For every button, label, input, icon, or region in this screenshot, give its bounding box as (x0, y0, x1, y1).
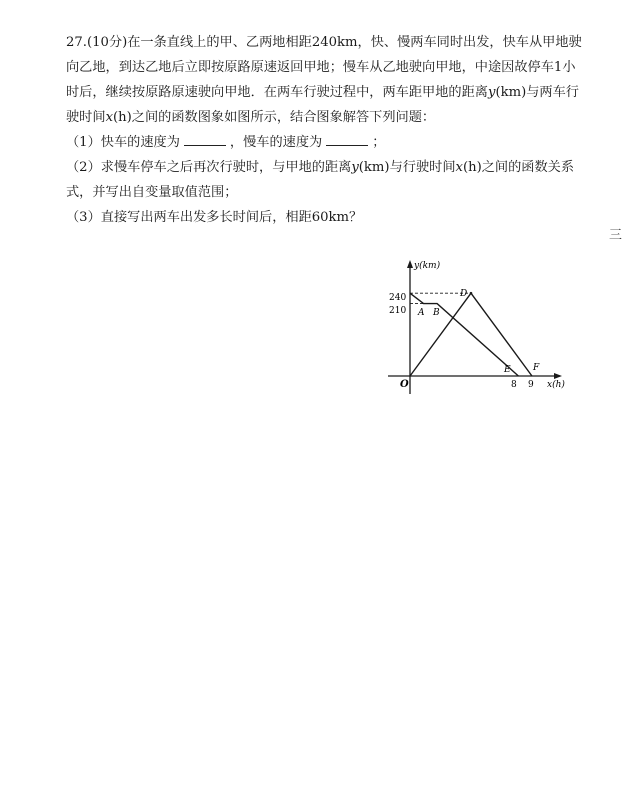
x-tick-8: 8 (511, 380, 517, 390)
y-tick-240: 240 (389, 293, 407, 303)
q1-suffix: ； (372, 135, 386, 150)
q1-middle: ，慢车的速度为 (229, 135, 323, 150)
point-d-marker (470, 292, 473, 295)
y-axis-arrow (407, 260, 413, 268)
point-label-e: E (504, 365, 511, 375)
x-axis-arrow (554, 373, 562, 379)
y-axis-label: y(km) (414, 261, 441, 271)
point-label-b: B (433, 308, 440, 318)
question-2 (66, 155, 586, 205)
x-tick-9: 9 (528, 380, 534, 390)
x-axis-label: x(h) (547, 380, 565, 390)
unit-km: (km) (495, 85, 527, 100)
page-edge-mark: 三 (609, 228, 623, 243)
problem-number: 27. (66, 35, 87, 50)
problem-stem (66, 30, 586, 130)
var-x: x (105, 110, 113, 125)
problem-27 (66, 30, 586, 230)
answer-blank-slow-speed[interactable] (326, 131, 368, 146)
q2-var-y: y (351, 160, 359, 175)
q2-unit-h: (h) (462, 160, 482, 175)
unit-h: (h) (113, 110, 132, 125)
problem-points: (10分) (86, 35, 128, 50)
q1-prefix: （1）快车的速度为 (66, 135, 180, 150)
point-label-d: D (460, 289, 468, 299)
var-y: y (488, 85, 496, 100)
q2-middle: 与行驶时间 (389, 160, 456, 175)
q2-prefix: （2）求慢车停车之后再次行驶时，与甲地的距离 (66, 160, 352, 175)
answer-blank-fast-speed[interactable] (184, 131, 226, 146)
question-3: （3）直接写出两车出发多长时间后，相距60km？ (66, 210, 363, 225)
y-tick-210: 210 (389, 306, 407, 316)
point-label-f: F (533, 363, 540, 373)
q2-var-x: x (455, 160, 463, 175)
origin-label: O (400, 379, 409, 390)
stem-part-2: 与两车行驶时间 (66, 85, 579, 125)
q2-suffix: 之间的函数关系式，并写出自变量取值范围； (66, 160, 575, 200)
point-label-a: A (418, 308, 425, 318)
question-1 (66, 130, 586, 155)
distance-time-graph (383, 256, 573, 396)
stem-part-3: 之间的函数图象如图所示，结合图象解答下列问题： (131, 110, 436, 125)
stem-part-1: 在一条直线上的甲、乙两地相距240km，快、慢两车同时出发，快车从甲地驶向乙地，到达乙地后立即按原路原速返回甲地；慢车从乙地驶向甲地，中途因故停车1小时后，继续按原路原速驶向甲地．在两车行驶过程中，两车距甲地的距离 (66, 35, 582, 100)
q2-unit-km: (km) (358, 160, 390, 175)
